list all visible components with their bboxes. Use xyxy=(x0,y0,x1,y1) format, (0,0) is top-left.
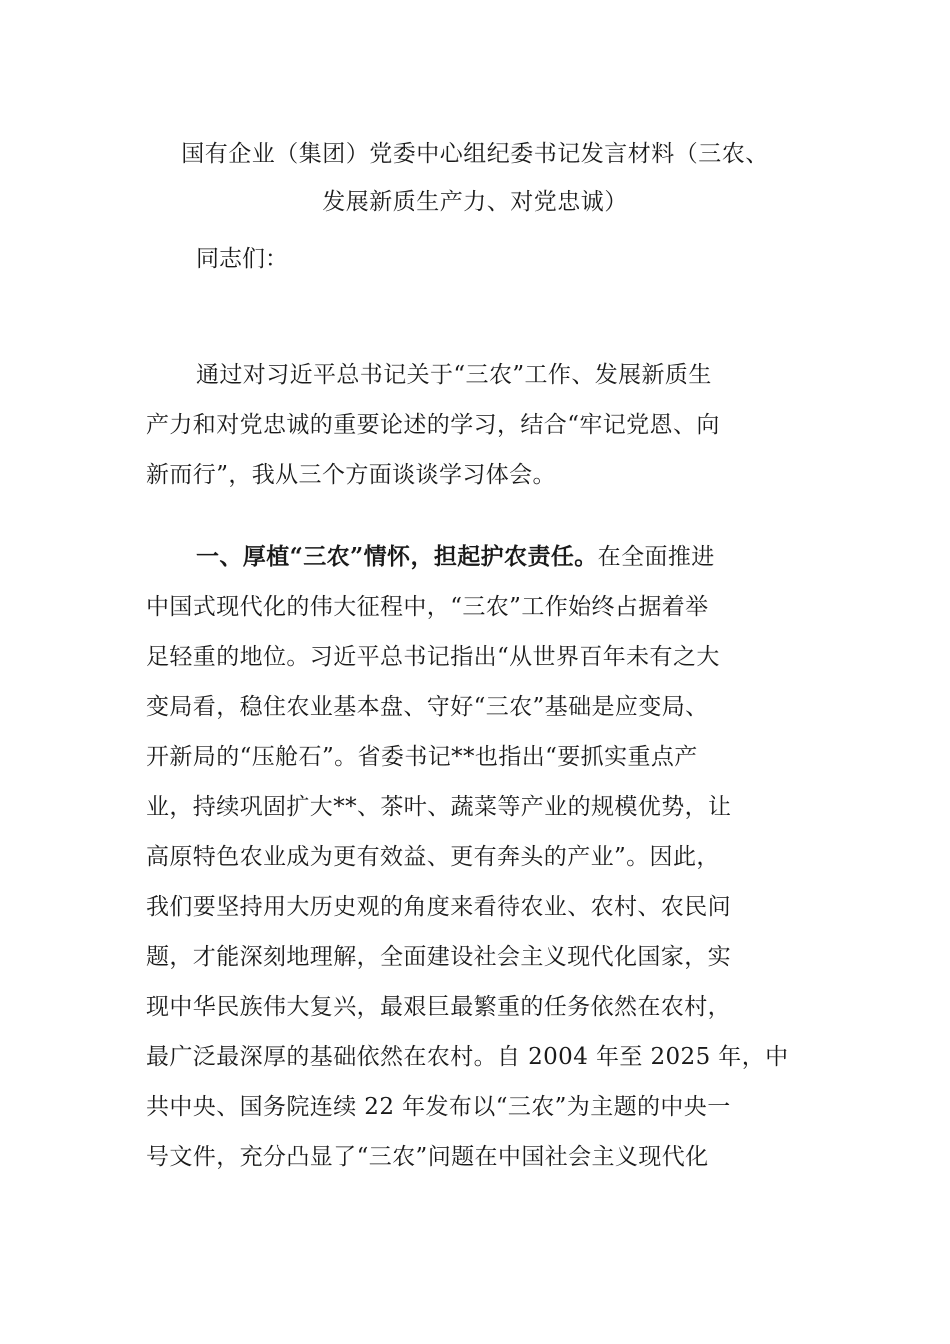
section-1-line: 变局看，稳住农业基本盘、守好“三农”基础是应变局、 xyxy=(146,694,709,720)
title-line-2: 发展新质生产力、对党忠诚） xyxy=(322,189,628,215)
section-1-line: 高原特色农业成为更有效益、更有奔头的产业”。因此， xyxy=(146,844,720,870)
intro-line-3: 新而行”，我从三个方面谈谈学习体会。 xyxy=(146,462,556,488)
intro-line-2: 产力和对党忠诚的重要论述的学习，结合“牢记党恩、向 xyxy=(146,412,720,438)
document-title xyxy=(140,130,810,226)
section-1-line: 开新局的“压舱石”。省委书记**也指出“要抓实重点产 xyxy=(146,744,698,770)
salutation: 同志们： xyxy=(196,246,288,272)
section-1-line: 我们要坚持用大历史观的角度来看待农业、农村、农民问 xyxy=(146,894,731,920)
section-1-line: 题，才能深刻地理解，全面建设社会主义现代化国家，实 xyxy=(146,944,731,970)
section-1-heading: 一、厚植“三农”情怀，担起护农责任。 xyxy=(196,543,598,570)
section-1-line: 现中华民族伟大复兴，最艰巨最繁重的任务依然在农村， xyxy=(146,994,731,1020)
section-1-line: 中国式现代化的伟大征程中，“三农”工作始终占据着举 xyxy=(146,594,709,620)
section-1-line-1-rest: 在全面推进 xyxy=(597,544,715,570)
section-1-line: 最广泛最深厚的基础依然在农村。自 2004 年至 2025 年，中 xyxy=(146,1044,789,1070)
section-1-line: 足轻重的地位。习近平总书记指出“从世界百年未有之大 xyxy=(146,644,720,670)
section-1-paragraph xyxy=(146,532,806,1182)
intro-line-1: 通过对习近平总书记关于“三农”工作、发展新质生 xyxy=(196,362,712,388)
section-1-line: 号文件，充分凸显了“三农”问题在中国社会主义现代化 xyxy=(146,1144,709,1170)
intro-paragraph xyxy=(146,350,806,500)
section-1-line: 业，持续巩固扩大**、茶叶、蔬菜等产业的规模优势，让 xyxy=(146,794,732,820)
section-1-line: 共中央、国务院连续 22 年发布以“三农”为主题的中央一 xyxy=(146,1094,731,1120)
section-1-line-1 xyxy=(146,532,806,582)
title-line-1: 国有企业（集团）党委中心组纪委书记发言材料（三农、 xyxy=(181,141,769,167)
